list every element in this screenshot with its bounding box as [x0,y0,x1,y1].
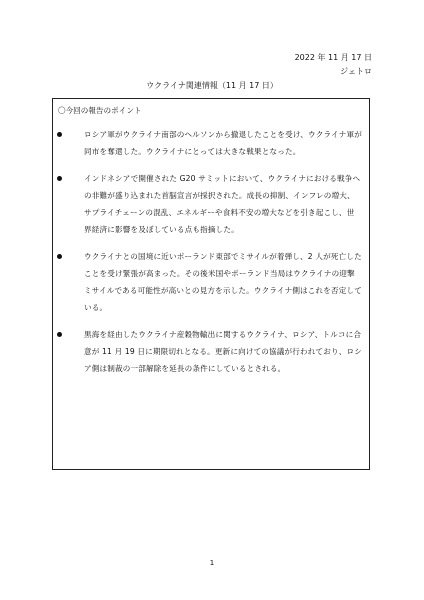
bullet-item-kherson [84,126,362,160]
bullet-item-poland-missile [84,248,362,316]
summary-bullet-list [53,126,371,387]
page-number: 1 [209,559,215,567]
bullet-dot-icon [57,254,62,259]
bullet-dot-icon [57,176,62,181]
bullet-text: ウクライナとの国境に近いポーランド東部でミサイルが着弾し、2 人が死亡したことを受け緊張が高まった。その後米国やポーランド当局はウクライナの迎撃ミサイルである可能性が高いとの見方を示した。ウクライナ側はこれを否定している。 [84,252,363,312]
summary-heading: 〇今回の報告のポイント [58,106,142,115]
bullet-item-grain-deal [84,326,362,377]
document-title: ウクライナ関連情報（11 月 17 日） [146,81,278,90]
bullet-dot-icon [57,332,62,337]
bullet-item-g20 [84,170,362,238]
organization-name: ジェトロ [340,67,372,76]
bullet-dot-icon [57,132,62,137]
summary-box [52,98,370,470]
bullet-text: 黒海を経由したウクライナ産穀物輸出に関するウクライナ、ロシア、トルコに合意が 11 月 19 日に期限切れとなる。更新に向けての協議が行われており、ロシア側は制裁の一部解除を延長の条件にしているとされる。 [84,330,362,373]
report-date: 2022 年 11 月 17 日 [294,53,372,62]
bullet-text: インドネシアで開催された G20 サミットにおいて、ウクライナにおける戦争への非難が盛り込まれた首脳宣言が採択された。成長の抑制、インフレの増大、サプライチェーンの混乱、エネルギーや食料不安の増大などを引き起こし、世界経済に影響を及ぼしている点も指摘した。 [84,174,361,234]
bullet-text: ロシア軍がウクライナ南部のヘルソンから撤退したことを受け、ウクライナ軍が同市を奪還した。ウクライナにとっては大きな戦果となった。 [84,130,363,156]
